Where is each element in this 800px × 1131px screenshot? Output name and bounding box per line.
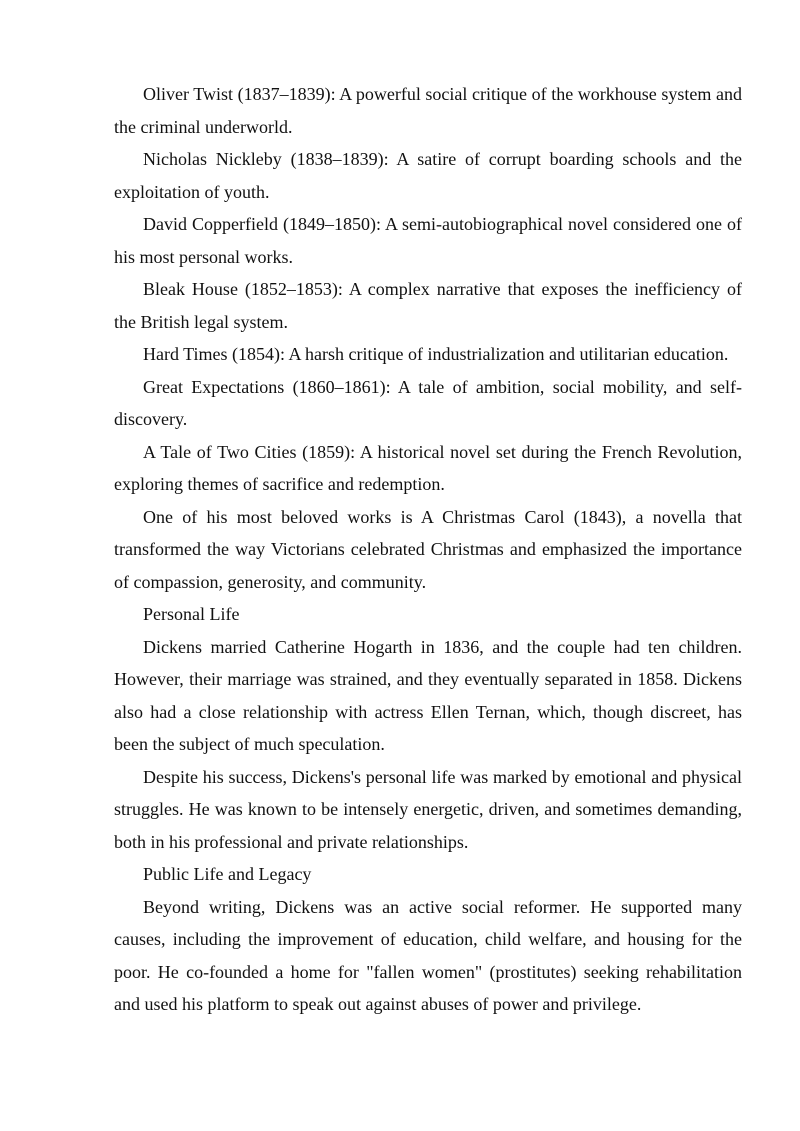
paragraph-tale-of-two-cities: A Tale of Two Cities (1859): A historical novel set during the French Revolution, exploring themes of sacrifice and redemption. <box>114 441 742 494</box>
paragraph-social-reformer: Beyond writing, Dickens was an active social reformer. He supported many causes, including the improvement of education, child welfare, and housing for the poor. He co-founded a home for "fallen women" (prostitutes) seeking rehabilitation and used his platform to speak out against abuses of power and privilege. <box>114 896 742 1014</box>
paragraph-great-expectations: Great Expectations (1860–1861): A tale of ambition, social mobility, and self-discovery. <box>114 376 742 429</box>
paragraph-struggles: Despite his success, Dickens's personal life was marked by emotional and physical struggles. He was known to be intensely energetic, driven, and sometimes demanding, both in his professional and private relationships. <box>114 766 742 852</box>
paragraph-nicholas-nickleby: Nicholas Nickleby (1838–1839): A satire of corrupt boarding schools and the exploitation of youth. <box>114 149 742 202</box>
body-text <box>114 78 742 1021</box>
paragraph-oliver-twist: Oliver Twist (1837–1839): A powerful social critique of the workhouse system and the criminal underworld. <box>114 84 742 137</box>
paragraph-david-copperfield: David Copperfield (1849–1850): A semi-autobiographical novel considered one of his most personal works. <box>114 214 742 267</box>
paragraph-christmas-carol: One of his most beloved works is A Christmas Carol (1843), a novella that transformed the way Victorians celebrated Christmas and emphasized the importance of compassion, generosity, and community. <box>114 506 742 592</box>
heading-public-life-legacy: Public Life and Legacy <box>143 864 312 884</box>
paragraph-marriage: Dickens married Catherine Hogarth in 1836, and the couple had ten children. However, their marriage was strained, and they eventually separated in 1858. Dickens also had a close relationship with actress Ellen Ternan, which, though discreet, has been the subject of much speculation. <box>114 636 742 754</box>
heading-personal-life: Personal Life <box>143 604 240 624</box>
paragraph-hard-times: Hard Times (1854): A harsh critique of industrialization and utilitarian education. <box>143 344 729 364</box>
paragraph-bleak-house: Bleak House (1852–1853): A complex narrative that exposes the inefficiency of the British legal system. <box>114 279 742 332</box>
